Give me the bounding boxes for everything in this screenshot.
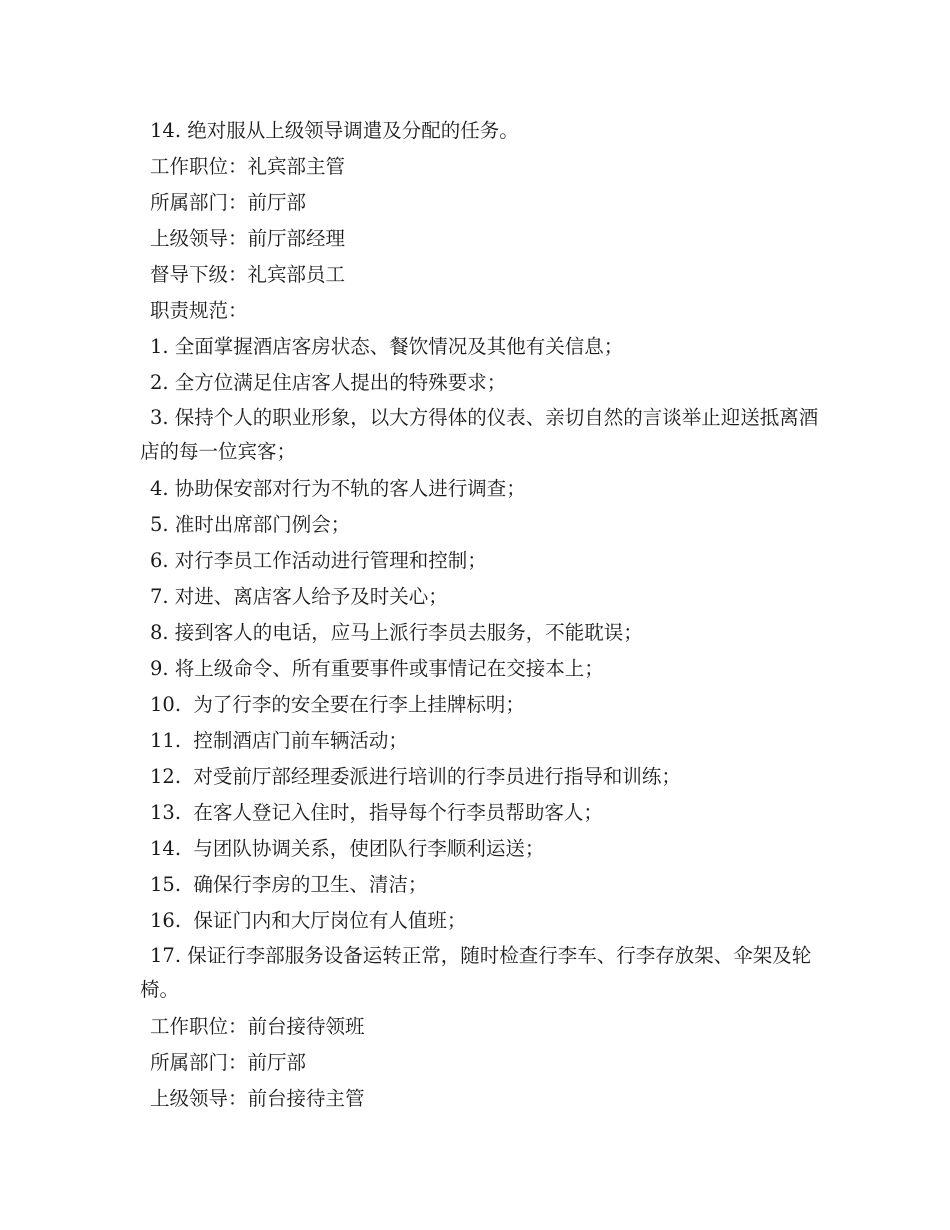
duty-item-6: 6. 对行李员工作活动进行管理和控制； [150,549,487,572]
job-title-concierge-supervisor: 工作职位：礼宾部主管 [150,155,346,178]
job-title-front-desk-leader: 工作职位：前台接待领班 [150,1015,365,1038]
duty-item-1: 1. 全面掌握酒店客房状态、餐饮情况及其他有关信息； [150,335,624,358]
duty-item-8: 8. 接到客人的电话，应马上派行李员去服务，不能耽误； [150,621,643,644]
duty-item-9: 9. 将上级命令、所有重要事件或事情记在交接本上； [150,657,604,680]
duty-item-14: 14. 与团队协调关系，使团队行李顺利运送； [150,837,545,860]
duty-item-17: 17. 保证行李部服务设备运转正常，随时检查行李车、行李存放架、伞架及轮椅。 [140,944,812,1001]
duty-item-3: 3. 保持个人的职业形象，以大方得体的仪表、亲切自然的言谈举止迎送抵离酒店的每一位宾客； [140,406,819,463]
duty-item-12: 12. 对受前厅部经理委派进行培训的行李员进行指导和训练； [150,765,681,788]
duty-item-10: 10. 为了行李的安全要在行李上挂牌标明； [150,693,525,716]
duties-heading: 职责规范： [150,299,248,322]
subordinates-concierge-staff: 督导下级：礼宾部员工 [150,263,346,286]
duty-item-16: 16. 保证门内和大厅岗位有人值班； [150,909,467,932]
department-front-office: 所属部门：前厅部 [150,191,307,214]
superior-front-desk-supervisor: 上级领导：前台接待主管 [150,1087,365,1110]
duty-item-15: 15. 确保行李房的卫生、清洁； [150,873,428,896]
duty-item-2: 2. 全方位满足住店客人提出的特殊要求； [150,371,507,394]
duty-item-14-previous: 14. 绝对服从上级领导调遣及分配的任务。 [150,119,519,142]
duty-item-5: 5. 准时出席部门例会； [150,513,351,536]
duty-item-13: 13. 在客人登记入住时，指导每个行李员帮助客人； [150,801,603,824]
superior-front-office-manager: 上级领导：前厅部经理 [150,227,346,250]
duty-item-7: 7. 对进、离店客人给予及时关心； [150,585,448,608]
document-body [140,113,820,1117]
department-front-office-2: 所属部门：前厅部 [150,1051,307,1074]
duty-item-11: 11. 控制酒店门前车辆活动； [150,729,408,752]
duty-item-4: 4. 协助保安部对行为不轨的客人进行调查； [150,477,526,500]
